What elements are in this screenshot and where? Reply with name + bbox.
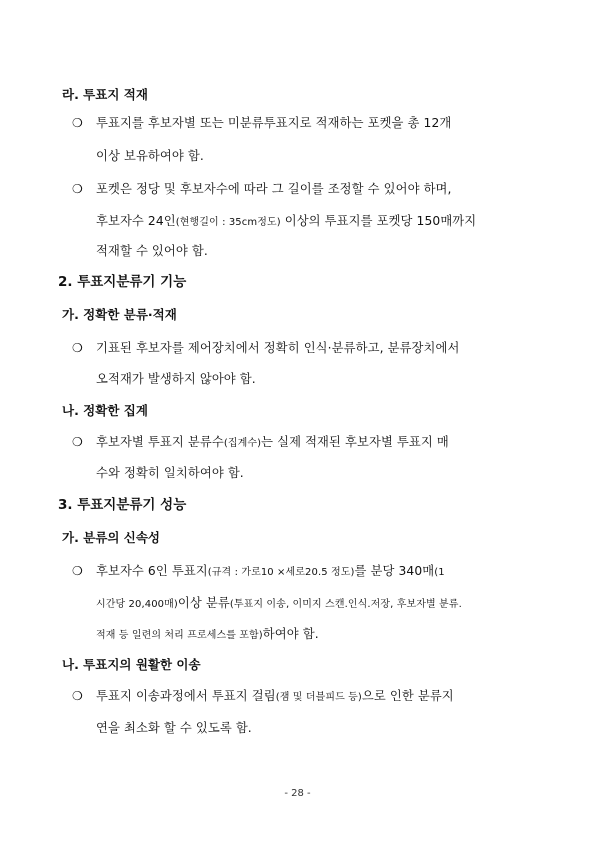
small-note: (현행길이 : 35cm정도) — [175, 217, 281, 228]
bullet-icon: ❍ — [72, 564, 83, 578]
section-heading-3: 3. 투표지분류기 성능 — [58, 497, 187, 513]
body-line — [96, 213, 476, 231]
page-number: - 28 - — [284, 788, 311, 799]
bullet-icon: ❍ — [72, 116, 83, 130]
body-line: 기표된 후보자를 제어장치에서 정확히 인식·분류하고, 분류장치에서 — [96, 341, 460, 355]
subsection-heading-3-na: 나. 투표지의 원활한 이송 — [62, 657, 201, 672]
body-line: 투표지를 후보자별 또는 미분류투표지로 적재하는 포켓을 총 12개 — [96, 116, 452, 130]
body-text: 후보자수 6인 투표지 — [96, 564, 208, 578]
body-line: 이상 보유하여야 함. — [96, 149, 204, 163]
body-line — [96, 688, 454, 706]
body-line: 연을 최소화 할 수 있도록 함. — [96, 721, 252, 735]
small-note: (집계수) — [223, 438, 262, 449]
small-note: (규격 : 가로10 ×세로20.5 정도) — [207, 567, 355, 578]
subsection-heading-ra: 라. 투표지 적재 — [62, 87, 148, 102]
body-line — [96, 595, 462, 613]
small-note: 시간당 20,400매) — [96, 599, 178, 610]
body-text: 이상 분류 — [177, 596, 230, 610]
body-line — [96, 626, 319, 644]
body-text: 후보자수 24인 — [96, 214, 176, 228]
body-text: 는 실제 적재된 후보자별 투표지 매 — [261, 435, 449, 449]
bullet-icon: ❍ — [72, 341, 83, 355]
body-line: 오적재가 발생하지 않아야 함. — [96, 372, 256, 386]
subsection-heading-2-na: 나. 정확한 집계 — [62, 403, 148, 418]
body-line: 수와 정확히 일치하여야 함. — [96, 466, 244, 480]
body-line — [96, 563, 445, 581]
body-text: 하여야 함. — [262, 627, 319, 641]
bullet-icon: ❍ — [72, 435, 83, 449]
body-text: 투표지 이송과정에서 투표지 걸림 — [96, 689, 276, 703]
body-text: 이상의 투표지를 포켓당 150매까지 — [280, 214, 477, 228]
body-text: 를 분당 340매 — [354, 564, 435, 578]
body-text: 으로 인한 분류지 — [361, 689, 454, 703]
subsection-heading-3-ga: 가. 분류의 신속성 — [62, 530, 160, 545]
small-note: (1 — [434, 567, 445, 578]
body-line: 적재할 수 있어야 함. — [96, 244, 208, 258]
bullet-icon: ❍ — [72, 689, 83, 703]
section-heading-2: 2. 투표지분류기 기능 — [58, 274, 187, 290]
bullet-icon: ❍ — [72, 182, 83, 196]
body-line — [96, 434, 449, 452]
small-note: (투표지 이송, 이미지 스캔.인식.저장, 후보자별 분류. — [229, 599, 462, 610]
subsection-heading-2-ga: 가. 정확한 분류·적재 — [62, 307, 177, 322]
body-text: 후보자별 투표지 분류수 — [96, 435, 224, 449]
small-note: 적재 등 일련의 처리 프로세스를 포함) — [96, 630, 263, 641]
body-line: 포켓은 정당 및 후보자수에 따라 그 길이를 조정할 수 있어야 하며, — [96, 182, 452, 196]
small-note: (잼 및 더블피드 등) — [275, 692, 362, 703]
